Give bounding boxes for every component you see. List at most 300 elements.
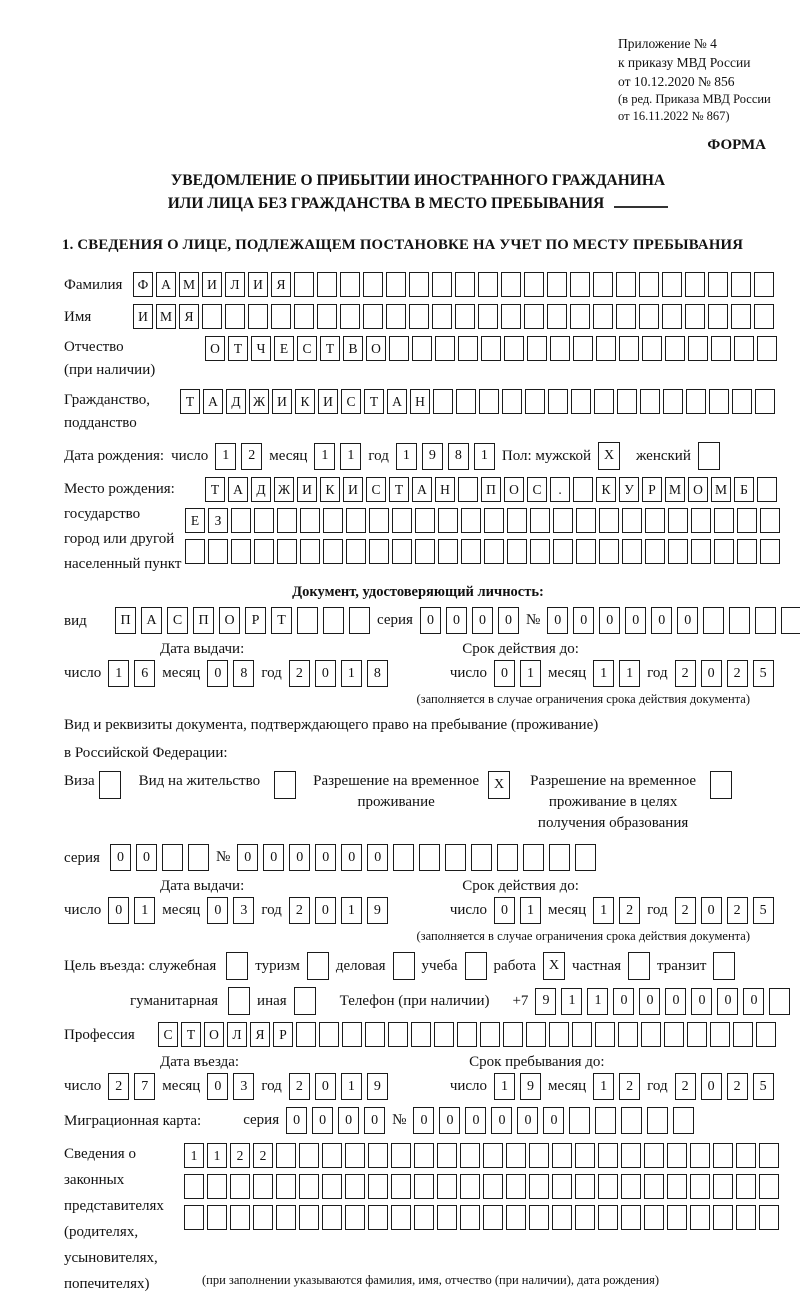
- form-cell: П: [193, 607, 214, 634]
- form-cell: Д: [226, 389, 246, 414]
- form-cell: [432, 272, 452, 297]
- form-cell: [393, 844, 414, 871]
- form-cell: [501, 272, 521, 297]
- form-cell: И: [248, 272, 268, 297]
- form-cell: [294, 272, 314, 297]
- surname-row: [64, 272, 772, 297]
- form-cell: [664, 1022, 684, 1047]
- id-number-field[interactable]: [547, 607, 800, 634]
- form-cell: [755, 607, 776, 634]
- form-cell: [254, 508, 274, 533]
- form-cell: [622, 508, 642, 533]
- phone-field[interactable]: [535, 988, 790, 1015]
- form-cell: [226, 952, 248, 980]
- purpose-humanitarian-label: гуманитарная: [130, 993, 219, 1009]
- form-cell: 1: [587, 988, 608, 1015]
- form-cell: 0: [517, 1107, 538, 1134]
- form-cell: [673, 1107, 694, 1134]
- form-cell: [529, 1174, 549, 1199]
- temp-residence-edu-checkbox[interactable]: [710, 771, 732, 799]
- form-cell: [688, 336, 708, 361]
- stay-year[interactable]: [675, 1073, 774, 1100]
- series-label: серия: [243, 1112, 280, 1128]
- form-cell: [322, 1174, 342, 1199]
- id-series-field[interactable]: [420, 607, 519, 634]
- annex-line: от 16.11.2022 № 867): [618, 109, 730, 123]
- form-cell: 2: [727, 660, 748, 687]
- form-cell: 0: [465, 1107, 486, 1134]
- form-cell: [254, 539, 274, 564]
- id-valid-day[interactable]: [494, 660, 541, 687]
- form-cell: [599, 508, 619, 533]
- residence-issue-day[interactable]: [108, 897, 155, 924]
- form-cell: [99, 771, 121, 799]
- form-cell: [760, 508, 780, 533]
- form-cell: Т: [205, 477, 225, 502]
- form-cell: 0: [364, 1107, 385, 1134]
- birthplace-state-field[interactable]: [205, 477, 780, 502]
- form-cell: К: [596, 477, 616, 502]
- form-cell: [639, 272, 659, 297]
- legal-field-3[interactable]: [184, 1205, 779, 1230]
- form-cell: [525, 389, 545, 414]
- form-cell: [208, 539, 228, 564]
- form-cell: 1: [494, 1073, 515, 1100]
- form-cell: [527, 336, 547, 361]
- form-cell: 2: [675, 660, 696, 687]
- form-cell: С: [297, 336, 317, 361]
- entry-date-headings: [64, 1054, 772, 1071]
- form-cell: Л: [225, 272, 245, 297]
- form-cell: [346, 539, 366, 564]
- form-cell: Е: [185, 508, 205, 533]
- form-cell: [616, 304, 636, 329]
- form-cell: А: [141, 607, 162, 634]
- form-cell: 0: [639, 988, 660, 1015]
- stay-day[interactable]: [494, 1073, 541, 1100]
- residence-valid-day[interactable]: [494, 897, 541, 924]
- form-cell: [593, 304, 613, 329]
- patronymic-field[interactable]: [205, 336, 777, 361]
- form-cell: [690, 1174, 710, 1199]
- form-cell: [342, 1022, 362, 1047]
- number-label: №: [525, 612, 541, 628]
- form-cell: [456, 389, 476, 414]
- profession-field[interactable]: [158, 1022, 776, 1047]
- form-cell: [639, 304, 659, 329]
- form-cell: 1: [341, 1073, 362, 1100]
- form-cell: [553, 539, 573, 564]
- form-cell: [299, 1205, 319, 1230]
- visa-label: Виза: [64, 773, 95, 789]
- title-blank-underline: [614, 192, 668, 208]
- form-cell: М: [711, 477, 731, 502]
- form-cell: 0: [367, 844, 388, 871]
- form-cell: 0: [494, 897, 515, 924]
- form-cell: [317, 272, 337, 297]
- form-cell: Я: [271, 272, 291, 297]
- form-cell: Ж: [249, 389, 269, 414]
- form-cell: И: [297, 477, 317, 502]
- form-cell: Л: [227, 1022, 247, 1047]
- form-cell: [271, 304, 291, 329]
- form-cell: [506, 1205, 526, 1230]
- form-cell: [736, 1143, 756, 1168]
- form-cell: А: [387, 389, 407, 414]
- form-cell: 5: [753, 660, 774, 687]
- migration-series-field[interactable]: [286, 1107, 385, 1134]
- form-cell: [576, 508, 596, 533]
- form-cell: [736, 1174, 756, 1199]
- day-label: число: [449, 1078, 488, 1094]
- form-cell: [484, 539, 504, 564]
- purpose-humanitarian-checkbox[interactable]: [228, 987, 250, 1015]
- id-issue-month[interactable]: [207, 660, 254, 687]
- form-cell: Ж: [274, 477, 294, 502]
- form-cell: 0: [110, 844, 131, 871]
- entry-year[interactable]: [289, 1073, 388, 1100]
- temp-residence-checkbox[interactable]: [488, 771, 510, 799]
- form-cell: 9: [422, 443, 443, 470]
- form-cell: [691, 508, 711, 533]
- form-cell: 0: [691, 988, 712, 1015]
- form-cell: [618, 1022, 638, 1047]
- form-cell: [461, 508, 481, 533]
- form-cell: [415, 508, 435, 533]
- form-cell: [276, 1174, 296, 1199]
- form-cell: Н: [435, 477, 455, 502]
- birthplace-city-field-2[interactable]: [185, 539, 780, 564]
- name-row: [64, 304, 772, 329]
- sex-male-label: Пол: мужской: [501, 447, 592, 464]
- form-cell: [593, 272, 613, 297]
- form-label: ФОРМА: [707, 137, 766, 153]
- residence-issue-year[interactable]: [289, 897, 388, 924]
- form-cell: [713, 1205, 733, 1230]
- form-cell: 9: [367, 897, 388, 924]
- form-cell: [465, 952, 487, 980]
- form-cell: [323, 607, 344, 634]
- form-cell: [412, 336, 432, 361]
- form-cell: 0: [312, 1107, 333, 1134]
- form-cell: 0: [439, 1107, 460, 1134]
- form-cell: 0: [613, 988, 634, 1015]
- form-cell: [317, 304, 337, 329]
- form-cell: Р: [245, 607, 266, 634]
- form-cell: 1: [341, 897, 362, 924]
- form-cell: К: [295, 389, 315, 414]
- form-cell: [644, 1205, 664, 1230]
- form-cell: О: [504, 477, 524, 502]
- form-cell: [524, 304, 544, 329]
- form-cell: [438, 539, 458, 564]
- form-cell: [274, 771, 296, 799]
- form-cell: [687, 1022, 707, 1047]
- form-cell: [731, 304, 751, 329]
- form-cell: 3: [233, 897, 254, 924]
- form-cell: И: [343, 477, 363, 502]
- form-cell: П: [115, 607, 136, 634]
- residence-permit-label: Вид на жительство: [138, 773, 261, 789]
- form-cell: [662, 272, 682, 297]
- month-label: месяц: [269, 447, 308, 464]
- form-cell: [225, 304, 245, 329]
- form-cell: [478, 272, 498, 297]
- purpose-business-label: деловая: [335, 957, 386, 974]
- form-cell: [734, 336, 754, 361]
- form-cell: 0: [136, 844, 157, 871]
- form-cell: И: [318, 389, 338, 414]
- form-cell: 8: [233, 660, 254, 687]
- form-cell: [202, 304, 222, 329]
- temp-residence-edu-label: Разрешение на временное проживание в целях получения образования: [530, 773, 697, 831]
- form-cell: [253, 1174, 273, 1199]
- birthplace-block: [64, 477, 772, 577]
- form-cell: Т: [320, 336, 340, 361]
- number-label: №: [215, 849, 231, 865]
- form-cell: [419, 844, 440, 871]
- legal-field-1[interactable]: [184, 1143, 779, 1168]
- citizenship-field[interactable]: [180, 389, 775, 414]
- form-cell: [300, 508, 320, 533]
- form-cell: [698, 442, 720, 470]
- form-cell: [460, 1143, 480, 1168]
- form-cell: А: [156, 272, 176, 297]
- form-cell: [437, 1143, 457, 1168]
- form-cell: [391, 1143, 411, 1168]
- form-cell: 1: [340, 443, 361, 470]
- form-cell: [756, 1022, 776, 1047]
- residence-valid-year[interactable]: [675, 897, 774, 924]
- purpose-business-checkbox[interactable]: [393, 952, 415, 980]
- form-cell: 2: [675, 1073, 696, 1100]
- form-cell: А: [228, 477, 248, 502]
- form-cell: [572, 1022, 592, 1047]
- stay-month[interactable]: [593, 1073, 640, 1100]
- form-cell: [276, 1205, 296, 1230]
- form-cell: 8: [367, 660, 388, 687]
- residence-valid-month[interactable]: [593, 897, 640, 924]
- valid-until-label: Срок действия до:: [462, 641, 579, 657]
- form-cell: [184, 1205, 204, 1230]
- residence-dates-row: [64, 897, 772, 924]
- form-cell: [299, 1143, 319, 1168]
- form-cell: [388, 1022, 408, 1047]
- form-cell: [346, 508, 366, 533]
- profession-row: [64, 1022, 772, 1047]
- form-cell: [323, 539, 343, 564]
- residence-doc-line2: в Российской Федерации:: [64, 745, 228, 761]
- form-cell: Р: [273, 1022, 293, 1047]
- migration-number-field[interactable]: [413, 1107, 694, 1134]
- form-cell: [757, 477, 777, 502]
- form-cell: [781, 607, 800, 634]
- legal-field-2[interactable]: [184, 1174, 779, 1199]
- form-cell: [437, 1174, 457, 1199]
- form-cell: 0: [289, 844, 310, 871]
- form-cell: И: [133, 304, 153, 329]
- form-cell: [703, 607, 724, 634]
- form-cell: X: [488, 771, 510, 799]
- surname-field[interactable]: [133, 272, 774, 297]
- id-kind-field[interactable]: [115, 607, 370, 634]
- form-cell: И: [202, 272, 222, 297]
- form-cell: [368, 1205, 388, 1230]
- form-cell: [642, 336, 662, 361]
- year-label: год: [647, 902, 668, 918]
- sex-male-checkbox[interactable]: [598, 442, 620, 470]
- form-cell: [731, 272, 751, 297]
- purpose-work-checkbox[interactable]: [543, 952, 565, 980]
- form-cell: [547, 304, 567, 329]
- form-cell: 0: [338, 1107, 359, 1134]
- sex-female-checkbox[interactable]: [698, 442, 720, 470]
- form-cell: [185, 539, 205, 564]
- form-cell: [471, 844, 492, 871]
- form-cell: Т: [228, 336, 248, 361]
- section1-heading: 1. СВЕДЕНИЯ О ЛИЦЕ, ПОДЛЕЖАЩЕМ ПОСТАНОВКЕ НА УЧЕТ ПО МЕСТУ ПРЕБЫВАНИЯ: [62, 237, 744, 253]
- form-cell: [548, 389, 568, 414]
- visa-checkbox[interactable]: [99, 771, 121, 799]
- form-cell: 0: [286, 1107, 307, 1134]
- residence-series-field[interactable]: [110, 844, 209, 871]
- form-cell: О: [688, 477, 708, 502]
- form-cell: [483, 1205, 503, 1230]
- form-cell: [391, 1205, 411, 1230]
- residence-permit-checkbox[interactable]: [274, 771, 296, 799]
- form-cell: [708, 304, 728, 329]
- patronymic-row: [64, 336, 772, 382]
- form-cell: 0: [108, 897, 129, 924]
- form-cell: [569, 1107, 590, 1134]
- form-cell: М: [665, 477, 685, 502]
- form-cell: 0: [413, 1107, 434, 1134]
- residence-issue-month[interactable]: [207, 897, 254, 924]
- legal-representatives-block: [64, 1141, 772, 1297]
- title-line1: УВЕДОМЛЕНИЕ О ПРИБЫТИИ ИНОСТРАННОГО ГРАЖДАНИНА: [170, 172, 666, 189]
- birth-day-field[interactable]: [215, 443, 262, 470]
- form-cell: [640, 389, 660, 414]
- form-cell: О: [204, 1022, 224, 1047]
- form-cell: 2: [727, 897, 748, 924]
- birth-year-field[interactable]: [396, 443, 495, 470]
- form-cell: 0: [701, 1073, 722, 1100]
- form-cell: [708, 272, 728, 297]
- form-cell: 0: [420, 607, 441, 634]
- form-cell: 9: [520, 1073, 541, 1100]
- form-cell: [409, 272, 429, 297]
- form-cell: Р: [642, 477, 662, 502]
- form-cell: Т: [271, 607, 292, 634]
- form-cell: И: [272, 389, 292, 414]
- form-cell: М: [156, 304, 176, 329]
- form-cell: [621, 1107, 642, 1134]
- id-issue-year[interactable]: [289, 660, 388, 687]
- form-cell: 0: [547, 607, 568, 634]
- form-cell: [438, 508, 458, 533]
- sex-female-label: женский: [636, 447, 691, 464]
- purpose-other-checkbox[interactable]: [294, 987, 316, 1015]
- form-cell: [526, 1022, 546, 1047]
- form-cell: [414, 1143, 434, 1168]
- title-line2: ИЛИ ЛИЦА БЕЗ ГРАЖДАНСТВА В МЕСТО ПРЕБЫВАНИЯ: [64, 192, 772, 215]
- birth-month-field[interactable]: [314, 443, 361, 470]
- purpose-transit-checkbox[interactable]: [713, 952, 735, 980]
- birthdate-row: [64, 442, 772, 470]
- form-cell: 8: [448, 443, 469, 470]
- form-cell: 0: [717, 988, 738, 1015]
- form-cell: X: [598, 442, 620, 470]
- purpose-tourism-checkbox[interactable]: [307, 952, 329, 980]
- form-cell: [755, 389, 775, 414]
- form-cell: [411, 1022, 431, 1047]
- form-cell: Т: [180, 389, 200, 414]
- purpose-official-checkbox[interactable]: [226, 952, 248, 980]
- form-cell: 1: [520, 897, 541, 924]
- issue-date-label: Дата выдачи:: [160, 878, 245, 894]
- form-cell: [594, 389, 614, 414]
- name-field[interactable]: [133, 304, 774, 329]
- year-label: год: [261, 1078, 282, 1094]
- form-cell: [713, 1174, 733, 1199]
- form-cell: [759, 1143, 779, 1168]
- form-cell: [549, 844, 570, 871]
- annex-line: от 10.12.2020 № 856: [618, 74, 735, 89]
- form-cell: [573, 336, 593, 361]
- entry-day[interactable]: [108, 1073, 155, 1100]
- birthplace-city-field-1[interactable]: [185, 508, 780, 533]
- form-cell: [483, 1174, 503, 1199]
- entry-month[interactable]: [207, 1073, 254, 1100]
- validity-note: (заполняется в случае ограничения срока действия документа): [416, 692, 750, 706]
- residence-number-field[interactable]: [237, 844, 596, 871]
- form-cell: 5: [753, 1073, 774, 1100]
- form-cell: [644, 1174, 664, 1199]
- form-cell: [575, 844, 596, 871]
- form-cell: 1: [184, 1143, 204, 1168]
- entry-date-label: Дата въезда:: [160, 1054, 240, 1070]
- form-cell: [599, 539, 619, 564]
- form-cell: 7: [134, 1073, 155, 1100]
- form-cell: [690, 1205, 710, 1230]
- purpose-label: Цель въезда: служебная: [64, 958, 217, 974]
- form-cell: [504, 336, 524, 361]
- citizenship-label: Гражданство, подданство: [64, 392, 151, 431]
- form-cell: [713, 952, 735, 980]
- form-cell: 2: [619, 897, 640, 924]
- id-valid-month[interactable]: [593, 660, 640, 687]
- form-cell: [414, 1205, 434, 1230]
- series-label: серия: [64, 849, 100, 866]
- id-issue-day[interactable]: [108, 660, 155, 687]
- validity-note: (заполняется в случае ограничения срока действия документа): [416, 929, 750, 943]
- form-cell: М: [179, 272, 199, 297]
- id-valid-year[interactable]: [675, 660, 774, 687]
- form-cell: 1: [561, 988, 582, 1015]
- form-cell: [299, 1174, 319, 1199]
- form-cell: [570, 304, 590, 329]
- birthdate-label: Дата рождения:: [64, 448, 165, 464]
- purpose-study-checkbox[interactable]: [465, 952, 487, 980]
- form-cell: [507, 508, 527, 533]
- form-cell: [621, 1143, 641, 1168]
- form-cell: 0: [743, 988, 764, 1015]
- purpose-private-checkbox[interactable]: [628, 952, 650, 980]
- day-label: число: [449, 902, 488, 918]
- form-cell: [662, 304, 682, 329]
- form-cell: [458, 477, 478, 502]
- patronymic-label: Отчество (при наличии): [64, 339, 156, 378]
